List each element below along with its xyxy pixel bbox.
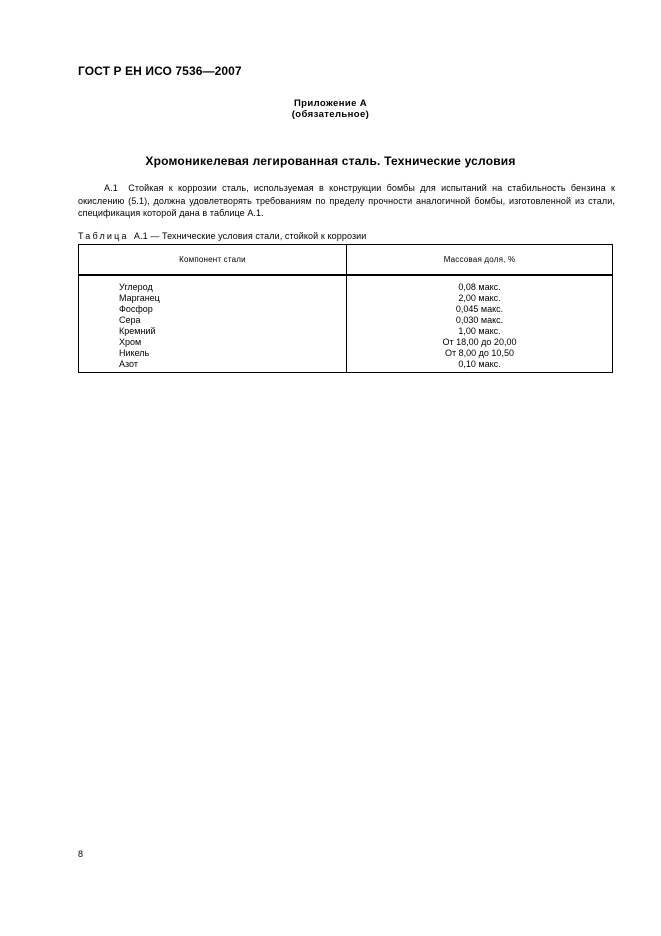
component-cell: Фосфор (119, 304, 153, 314)
page-number: 8 (78, 849, 84, 859)
component-cell: Углерод (119, 282, 153, 292)
value-cell: 1,00 макс. (458, 326, 501, 336)
component-column (79, 275, 347, 373)
component-cell: Хром (119, 337, 142, 347)
value-cell: 0,08 макс. (458, 282, 501, 292)
value-cell: 2,00 макс. (458, 293, 501, 303)
header-mass-fraction: Массовая доля, % (347, 245, 613, 276)
table-caption (78, 231, 366, 241)
value-cell: От 18,00 до 20,00 (442, 337, 517, 347)
value-column (347, 275, 613, 373)
annex-status: (обязательное) (291, 109, 370, 120)
header-component: Компонент стали (79, 245, 347, 276)
component-cell: Кремний (119, 326, 156, 336)
value-cell: 0,045 макс. (455, 304, 504, 314)
table-caption-label: Таблица (78, 231, 129, 241)
section-title: Хромоникелевая легированная сталь. Технические условия (145, 154, 516, 168)
table-caption-text: А.1 — Технические условия стали, стойкой к коррозии (133, 231, 367, 241)
steel-spec-table (78, 244, 613, 373)
table-header-row (79, 245, 613, 276)
document-code: ГОСТ Р ЕН ИСО 7536—2007 (78, 64, 242, 78)
value-cell: От 8,00 до 10,50 (445, 348, 514, 358)
paragraph-text: Стойкая к коррозии сталь, используемая в конструкции бомбы для испытаний на стабильность бензина к окислению (5.1), должна удовлетворять требованиям по пределу прочности аналогичной бомбы, изготовленной из стали, спецификация которой дана в таблице А.1. (78, 183, 615, 218)
component-cell: Марганец (119, 293, 160, 303)
paragraph-number: А.1 (104, 183, 118, 193)
annex-title: Приложение А (293, 98, 368, 109)
component-cell: Азот (119, 359, 138, 369)
paragraph-a1 (78, 182, 615, 220)
value-cell: 0,10 макс. (458, 359, 501, 369)
component-cell: Никель (119, 348, 150, 358)
table-body-row (79, 275, 613, 373)
value-cell: 0,030 макс. (455, 315, 504, 325)
component-cell: Сера (119, 315, 141, 325)
